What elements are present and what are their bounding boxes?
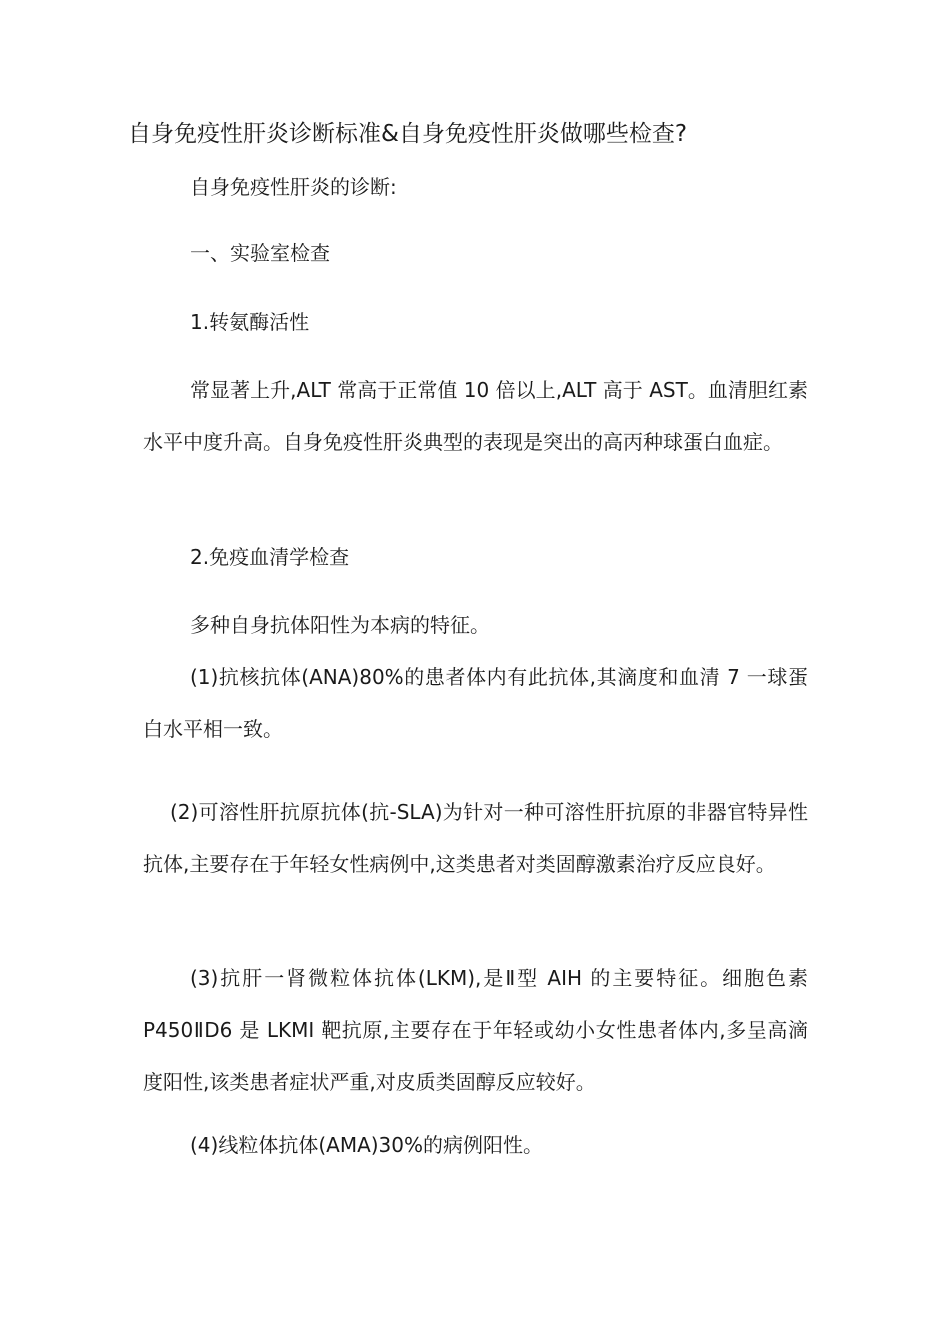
paragraph-transaminase: 常显著上升,ALT 常高于正常值 10 倍以上,ALT 高于 AST。血清胆红素水平中度升高。自身免疫性肝炎典型的表现是突出的高丙种球蛋白血症。 <box>143 378 808 454</box>
paragraph-antibody-lkm: (3)抗肝一肾微粒体抗体(LKM),是Ⅱ型 AIH 的主要特征。细胞色素 P450ⅡD6 是 LKMI 靶抗原,主要存在于年轻或幼小女性患者体内,多呈高滴度阳性,该类患者症状严重,对皮质类固醇反应较好。 <box>143 966 808 1094</box>
document-title: 自身免疫性肝炎诊断标准&自身免疫性肝炎做哪些检查? <box>128 121 688 147</box>
section-heading-lab-tests: 一、实验室检查 <box>190 241 330 265</box>
paragraph-antibody-ana: (1)抗核抗体(ANA)80%的患者体内有此抗体,其滴度和血清 7 一球蛋白水平相一致。 <box>143 665 808 741</box>
paragraph-autoantibody-intro: 多种自身抗体阳性为本病的特征。 <box>190 613 490 637</box>
paragraph-antibody-ama: (4)线粒体抗体(AMA)30%的病例阳性。 <box>190 1133 544 1157</box>
paragraph-antibody-sla: (2)可溶性肝抗原抗体(抗-SLA)为针对一种可溶性肝抗原的非器官特异性抗体,主要存在于年轻女性病例中,这类患者对类固醇激素治疗反应良好。 <box>143 800 808 876</box>
item-heading-transaminase: 1.转氨酶活性 <box>190 310 310 334</box>
item-heading-immunoserology: 2.免疫血清学检查 <box>190 545 350 569</box>
intro-line: 自身免疫性肝炎的诊断: <box>190 175 397 199</box>
